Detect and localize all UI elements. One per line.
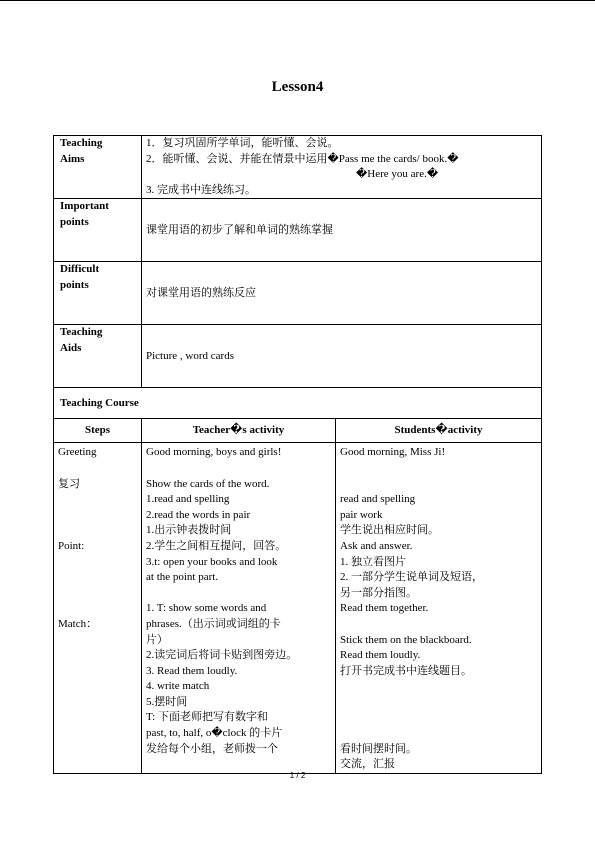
teacher-line: T: 下面老师把写有数字和 [146,711,268,724]
teaching-aids-content: Picture , word cards [142,325,542,388]
teacher-line: 2.学生之间相互提问，回答。 [146,539,287,552]
teacher-line: 2.读完词后将词卡贴到图旁边。 [146,649,298,662]
header-steps: Steps [54,419,142,443]
difficult-points-label: Difficult points [54,262,142,325]
student-line: Read them loudly. [340,649,421,662]
step-review: 复习 [58,477,80,490]
teacher-line: Show the cards of the word. [146,477,270,490]
teacher-line: 发给每个小组，老师拨一个 [146,742,278,755]
student-line: 1. 独立看图片 [340,555,406,568]
header-teacher-activity: Teacher�s activity [142,419,336,443]
aim-line: 3. 完成书中连线练习。 [146,183,256,196]
students-activity-column [336,443,542,773]
student-line: 学生说出相应时间。 [340,524,439,537]
student-line: pair work [340,508,383,521]
aim-line: 1．复习巩固所学单词，能听懂、会说。 [146,137,339,149]
teacher-line: 3.t: open your books and look [146,555,278,568]
teacher-line: 1.出示钟表拨时间 [146,524,232,537]
teaching-aims-content [142,136,542,199]
row-teaching-aims [54,136,542,199]
teacher-line: 5.摆时间 [146,695,188,708]
teacher-line: phrases.（出示词或词组的卡 [146,617,281,630]
page-number: 1 / 2 [289,771,306,780]
teaching-aids-label: Teaching Aids [54,325,142,388]
aim-line: 2．能听懂、会说、并能在情景中运用�Pass me the cards/ book.� [146,152,459,165]
aim-line: �Here you are.� [356,168,439,181]
steps-column [54,443,142,773]
student-line: 交流，汇报 [340,758,395,771]
teacher-line: 片） [146,633,168,646]
teacher-activity-column [142,443,336,773]
student-line: Good morning, Miss Ji! [340,446,446,459]
page-title: Lesson4 [271,79,324,95]
student-line: Ask and answer. [340,539,413,552]
step-match: Match： [58,617,98,630]
teacher-line: 1.read and spelling [146,493,230,506]
teacher-line: past, to, half, o�clock 的卡片 [146,727,283,740]
lesson-plan-table [53,135,542,774]
difficult-points-content: 对课堂用语的熟练反应 [142,262,542,325]
header-students-activity: Students�activity [336,419,542,443]
important-points-content: 课堂用语的初步了解和单词的熟练掌握 [142,199,542,262]
row-teaching-aids [54,325,542,388]
row-teaching-course [54,388,542,419]
teacher-line: Good morning, boys and girls! [146,446,282,459]
step-greeting: Greeting [58,446,97,459]
teaching-course-heading: Teaching Course [54,388,542,419]
teacher-line: 2.read the words in pair [146,508,251,521]
teacher-line: at the point part. [146,571,219,584]
student-line: Read them together. [340,602,429,615]
teacher-line: 3. Read them loudly. [146,664,238,677]
student-line: Stick them on the blackboard. [340,633,472,646]
row-column-headers [54,419,542,443]
student-line: 打开书完成书中连线题目。 [340,664,472,677]
student-line: 看时间摆时间。 [340,742,417,755]
row-course-body [54,443,542,773]
teaching-aims-label: Teaching Aims [54,136,142,199]
row-important-points [54,199,542,262]
row-difficult-points [54,262,542,325]
teacher-line: 1. T: show some words and [146,602,267,615]
student-line: 另一部分指图。 [340,586,417,599]
student-line: read and spelling [340,493,416,506]
top-rule [0,0,595,1]
student-line: 2. 一部分学生说单词及短语， [340,571,483,584]
teacher-line: 4. write match [146,680,210,693]
step-point: Point: [58,539,85,552]
important-points-label: Important points [54,199,142,262]
